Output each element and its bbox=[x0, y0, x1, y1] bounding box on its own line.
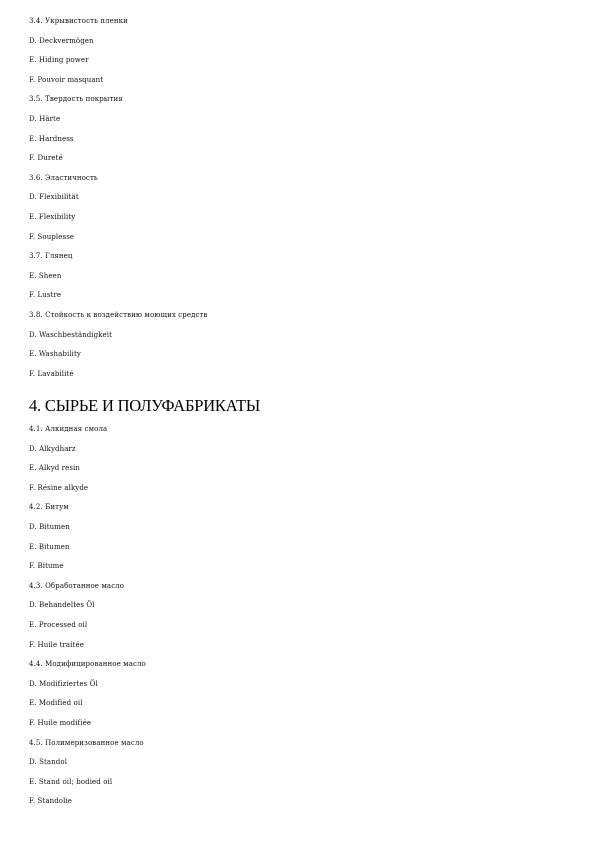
term-line: D. Standol bbox=[29, 758, 68, 767]
term-line: E. Bitumen bbox=[29, 542, 70, 551]
term-line: E. Modified oil bbox=[29, 699, 83, 708]
term-line: D. Deckvermögen bbox=[29, 36, 94, 45]
term-line: D. Bitumen bbox=[29, 523, 70, 531]
term-line: F. Lustre bbox=[29, 291, 62, 300]
term-line: 3.4. Укрывистость пленки bbox=[29, 17, 128, 25]
term-line: D. Flexibilität bbox=[29, 193, 79, 202]
term-line: 4.4. Модифицированное масло bbox=[29, 660, 146, 669]
term-line: E. Flexibility bbox=[29, 213, 76, 221]
term-line: 3.6. Эластичность bbox=[29, 173, 98, 182]
term-line: 3.7. Глянец bbox=[29, 252, 73, 261]
term-line: F. Huile modifiée bbox=[29, 719, 92, 727]
term-line: F. Bitume bbox=[29, 562, 64, 571]
term-line: D. Alkydharz bbox=[29, 444, 76, 453]
section-heading: 4. СЫРЬЕ И ПОЛУФАБРИКАТЫ bbox=[29, 396, 261, 415]
term-line: F. Dureté bbox=[29, 154, 63, 163]
term-line: E. Alkyd resin bbox=[29, 464, 80, 473]
term-line: 4.2. Битум bbox=[29, 503, 69, 512]
term-line: D. Waschbeständigkeit bbox=[29, 330, 113, 339]
term-line: F. Standolie bbox=[29, 797, 73, 806]
term-line: F. Souplesse bbox=[29, 232, 75, 241]
term-line: D. Behandeltes Öl bbox=[29, 601, 95, 610]
term-line: F. Pouvoir masquant bbox=[29, 75, 104, 84]
term-line: 4.5. Полимеризованное масло bbox=[29, 738, 144, 747]
term-line: F. Lavabilité bbox=[29, 369, 74, 378]
term-line: 4.1. Алкидная смола bbox=[29, 425, 108, 433]
term-line: E. Hiding power bbox=[29, 56, 89, 65]
term-line: E. Stand oil; bodied oil bbox=[29, 777, 113, 786]
term-line: E. Processed oil bbox=[29, 621, 88, 629]
term-line: E. Hardness bbox=[29, 134, 74, 143]
term-line: 4.3. Обработанное масло bbox=[29, 581, 125, 590]
term-line: 3.8. Стойкость к воздействию моющих средств bbox=[29, 311, 208, 319]
term-line: E. Sheen bbox=[29, 271, 62, 280]
term-line: D. Härte bbox=[29, 115, 61, 123]
term-line: 3.5. Твердость покрытия bbox=[29, 95, 123, 104]
term-line: D. Modifiziertes Öl bbox=[29, 679, 98, 688]
term-line: E. Washability bbox=[29, 350, 81, 359]
term-line: F. Huile traitée bbox=[29, 640, 84, 649]
term-line: F. Résine alkyde bbox=[29, 483, 89, 492]
